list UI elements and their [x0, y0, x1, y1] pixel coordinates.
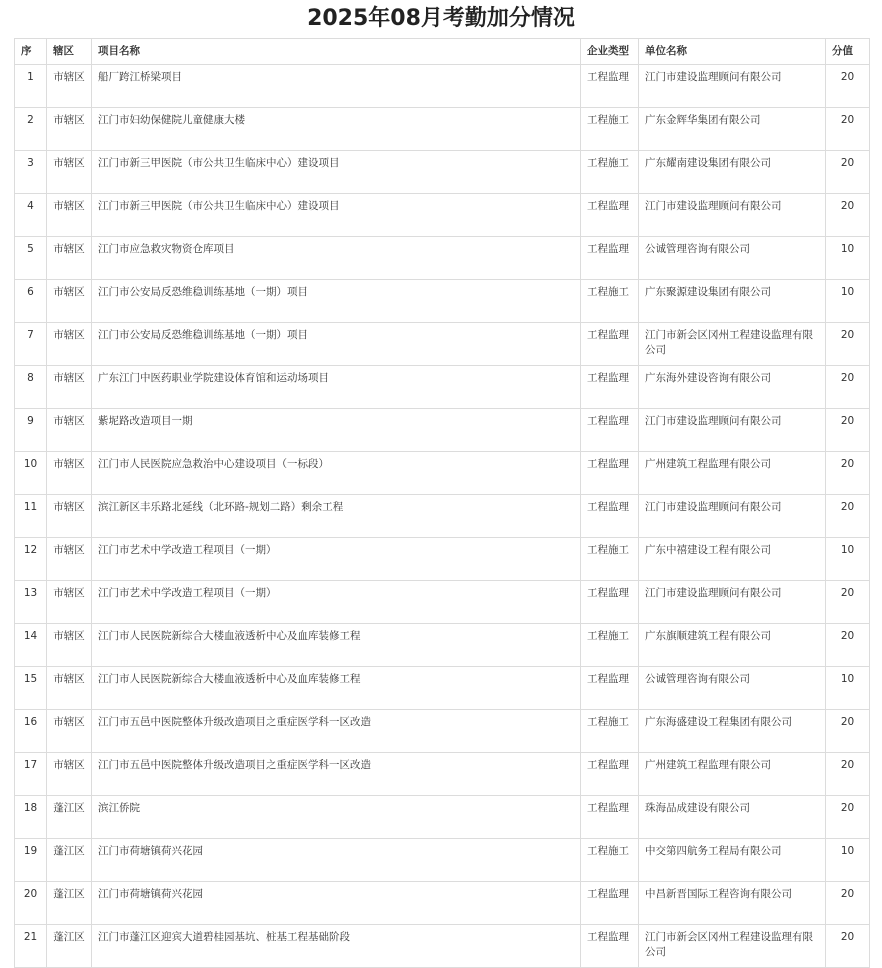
cell-district: 市辖区: [47, 409, 92, 452]
cell-company-name: 广州建筑工程监理有限公司: [639, 452, 826, 495]
table-header-row: [15, 39, 870, 65]
cell-score: 10: [826, 237, 870, 280]
table-row: [15, 108, 870, 151]
cell-company-type: 工程施工: [581, 538, 639, 581]
cell-index: 12: [15, 538, 47, 581]
cell-score: 20: [826, 925, 870, 968]
cell-project-name: 江门市艺术中学改造工程项目（一期）: [92, 581, 581, 624]
cell-district: 市辖区: [47, 194, 92, 237]
cell-index: 7: [15, 323, 47, 366]
cell-company-type: 工程施工: [581, 151, 639, 194]
cell-district: 蓬江区: [47, 882, 92, 925]
cell-district: 市辖区: [47, 624, 92, 667]
table-row: [15, 839, 870, 882]
cell-project-name: 江门市新三甲医院（市公共卫生临床中心）建设项目: [92, 151, 581, 194]
cell-score: 20: [826, 366, 870, 409]
cell-district: 市辖区: [47, 280, 92, 323]
table-row: [15, 581, 870, 624]
cell-company-name: 广东中禧建设工程有限公司: [639, 538, 826, 581]
cell-index: 20: [15, 882, 47, 925]
cell-company-name: 公诚管理咨询有限公司: [639, 667, 826, 710]
cell-project-name: 江门市公安局反恐维稳训练基地（一期）项目: [92, 323, 581, 366]
cell-company-name: 广东海外建设咨询有限公司: [639, 366, 826, 409]
cell-index: 16: [15, 710, 47, 753]
cell-index: 5: [15, 237, 47, 280]
cell-company-type: 工程监理: [581, 366, 639, 409]
table-row: [15, 495, 870, 538]
column-header-score: 分值: [826, 39, 870, 65]
cell-index: 18: [15, 796, 47, 839]
cell-district: 蓬江区: [47, 796, 92, 839]
cell-index: 17: [15, 753, 47, 796]
cell-score: 20: [826, 108, 870, 151]
cell-index: 4: [15, 194, 47, 237]
cell-index: 19: [15, 839, 47, 882]
cell-project-name: 滨江侨院: [92, 796, 581, 839]
table-row: [15, 151, 870, 194]
cell-district: 市辖区: [47, 538, 92, 581]
cell-project-name: 江门市蓬江区迎宾大道碧桂园基坑、桩基工程基础阶段: [92, 925, 581, 968]
table-row: [15, 409, 870, 452]
cell-company-name: 江门市建设监理顾问有限公司: [639, 65, 826, 108]
cell-score: 20: [826, 452, 870, 495]
cell-company-type: 工程监理: [581, 753, 639, 796]
cell-company-type: 工程监理: [581, 796, 639, 839]
cell-district: 市辖区: [47, 323, 92, 366]
table-row: [15, 753, 870, 796]
cell-company-type: 工程监理: [581, 495, 639, 538]
cell-index: 1: [15, 65, 47, 108]
column-header-company-type: 企业类型: [581, 39, 639, 65]
cell-project-name: 江门市五邑中医院整体升级改造项目之重症医学科一区改造: [92, 753, 581, 796]
cell-company-name: 广东金辉华集团有限公司: [639, 108, 826, 151]
cell-index: 14: [15, 624, 47, 667]
cell-score: 20: [826, 194, 870, 237]
column-header-district: 辖区: [47, 39, 92, 65]
table-row: [15, 194, 870, 237]
cell-index: 8: [15, 366, 47, 409]
cell-project-name: 江门市人民医院应急救治中心建设项目（一标段）: [92, 452, 581, 495]
column-header-company-name: 单位名称: [639, 39, 826, 65]
table-row: [15, 624, 870, 667]
cell-project-name: 江门市五邑中医院整体升级改造项目之重症医学科一区改造: [92, 710, 581, 753]
cell-index: 13: [15, 581, 47, 624]
cell-district: 蓬江区: [47, 925, 92, 968]
cell-project-name: 江门市荷塘镇荷兴花园: [92, 839, 581, 882]
cell-score: 20: [826, 65, 870, 108]
cell-company-type: 工程监理: [581, 581, 639, 624]
cell-project-name: 江门市人民医院新综合大楼血液透析中心及血库装修工程: [92, 624, 581, 667]
cell-company-type: 工程监理: [581, 237, 639, 280]
cell-company-name: 中交第四航务工程局有限公司: [639, 839, 826, 882]
cell-company-name: 广东耀南建设集团有限公司: [639, 151, 826, 194]
cell-company-name: 江门市建设监理顾问有限公司: [639, 194, 826, 237]
cell-company-type: 工程监理: [581, 194, 639, 237]
cell-company-name: 中昌新晋国际工程咨询有限公司: [639, 882, 826, 925]
cell-score: 10: [826, 667, 870, 710]
cell-score: 10: [826, 280, 870, 323]
table-row: [15, 366, 870, 409]
cell-score: 10: [826, 538, 870, 581]
cell-district: 市辖区: [47, 151, 92, 194]
cell-score: 20: [826, 624, 870, 667]
cell-company-name: 江门市建设监理顾问有限公司: [639, 409, 826, 452]
cell-company-name: 广东海盛建设工程集团有限公司: [639, 710, 826, 753]
column-header-index: 序: [15, 39, 47, 65]
cell-company-name: 江门市建设监理顾问有限公司: [639, 495, 826, 538]
cell-project-name: 江门市应急救灾物资仓库项目: [92, 237, 581, 280]
cell-company-name: 广东聚源建设集团有限公司: [639, 280, 826, 323]
cell-company-type: 工程施工: [581, 108, 639, 151]
cell-score: 20: [826, 323, 870, 366]
table-row: [15, 925, 870, 968]
cell-district: 市辖区: [47, 366, 92, 409]
cell-company-name: 江门市新会区冈州工程建设监理有限公司: [639, 925, 826, 968]
table-row: [15, 452, 870, 495]
cell-company-type: 工程监理: [581, 925, 639, 968]
cell-project-name: 江门市艺术中学改造工程项目（一期）: [92, 538, 581, 581]
cell-district: 市辖区: [47, 581, 92, 624]
table-row: [15, 65, 870, 108]
cell-company-name: 江门市新会区冈州工程建设监理有限公司: [639, 323, 826, 366]
cell-project-name: 江门市公安局反恐维稳训练基地（一期）项目: [92, 280, 581, 323]
cell-project-name: 滨江新区丰乐路北延线（北环路-规划二路）剩余工程: [92, 495, 581, 538]
cell-score: 20: [826, 796, 870, 839]
cell-district: 市辖区: [47, 65, 92, 108]
cell-district: 市辖区: [47, 495, 92, 538]
table-row: [15, 882, 870, 925]
cell-district: 市辖区: [47, 710, 92, 753]
cell-district: 市辖区: [47, 108, 92, 151]
cell-project-name: 江门市荷塘镇荷兴花园: [92, 882, 581, 925]
cell-company-type: 工程监理: [581, 882, 639, 925]
table-row: [15, 280, 870, 323]
column-header-project: 项目名称: [92, 39, 581, 65]
cell-index: 11: [15, 495, 47, 538]
cell-company-name: 公诚管理咨询有限公司: [639, 237, 826, 280]
cell-company-type: 工程监理: [581, 65, 639, 108]
table-body: [15, 65, 870, 968]
cell-company-type: 工程监理: [581, 409, 639, 452]
cell-company-type: 工程施工: [581, 710, 639, 753]
cell-score: 20: [826, 151, 870, 194]
cell-score: 20: [826, 581, 870, 624]
cell-company-type: 工程施工: [581, 280, 639, 323]
cell-project-name: 江门市新三甲医院（市公共卫生临床中心）建设项目: [92, 194, 581, 237]
cell-district: 市辖区: [47, 452, 92, 495]
cell-project-name: 江门市妇幼保健院儿童健康大楼: [92, 108, 581, 151]
cell-index: 9: [15, 409, 47, 452]
attendance-score-table: [14, 38, 870, 968]
table-row: [15, 710, 870, 753]
cell-project-name: 广东江门中医药职业学院建设体育馆和运动场项目: [92, 366, 581, 409]
cell-company-name: 广东旗顺建筑工程有限公司: [639, 624, 826, 667]
table-row: [15, 538, 870, 581]
cell-index: 3: [15, 151, 47, 194]
cell-project-name: 江门市人民医院新综合大楼血液透析中心及血库装修工程: [92, 667, 581, 710]
table-row: [15, 796, 870, 839]
table-row: [15, 237, 870, 280]
cell-score: 10: [826, 839, 870, 882]
cell-index: 21: [15, 925, 47, 968]
cell-company-type: 工程监理: [581, 452, 639, 495]
cell-company-name: 江门市建设监理顾问有限公司: [639, 581, 826, 624]
cell-index: 10: [15, 452, 47, 495]
cell-district: 市辖区: [47, 753, 92, 796]
cell-district: 市辖区: [47, 667, 92, 710]
cell-project-name: 船厂跨江桥梁项目: [92, 65, 581, 108]
cell-project-name: 紫坭路改造项目一期: [92, 409, 581, 452]
cell-score: 20: [826, 882, 870, 925]
cell-company-type: 工程监理: [581, 667, 639, 710]
cell-index: 15: [15, 667, 47, 710]
cell-score: 20: [826, 753, 870, 796]
cell-company-type: 工程施工: [581, 839, 639, 882]
cell-company-name: 广州建筑工程监理有限公司: [639, 753, 826, 796]
cell-index: 6: [15, 280, 47, 323]
cell-index: 2: [15, 108, 47, 151]
cell-district: 蓬江区: [47, 839, 92, 882]
page-title: 2025年08月考勤加分情况: [307, 6, 575, 31]
cell-score: 20: [826, 710, 870, 753]
cell-score: 20: [826, 495, 870, 538]
table-row: [15, 667, 870, 710]
cell-company-name: 珠海品成建设有限公司: [639, 796, 826, 839]
cell-company-type: 工程施工: [581, 624, 639, 667]
cell-score: 20: [826, 409, 870, 452]
table-row: [15, 323, 870, 366]
cell-district: 市辖区: [47, 237, 92, 280]
cell-company-type: 工程监理: [581, 323, 639, 366]
